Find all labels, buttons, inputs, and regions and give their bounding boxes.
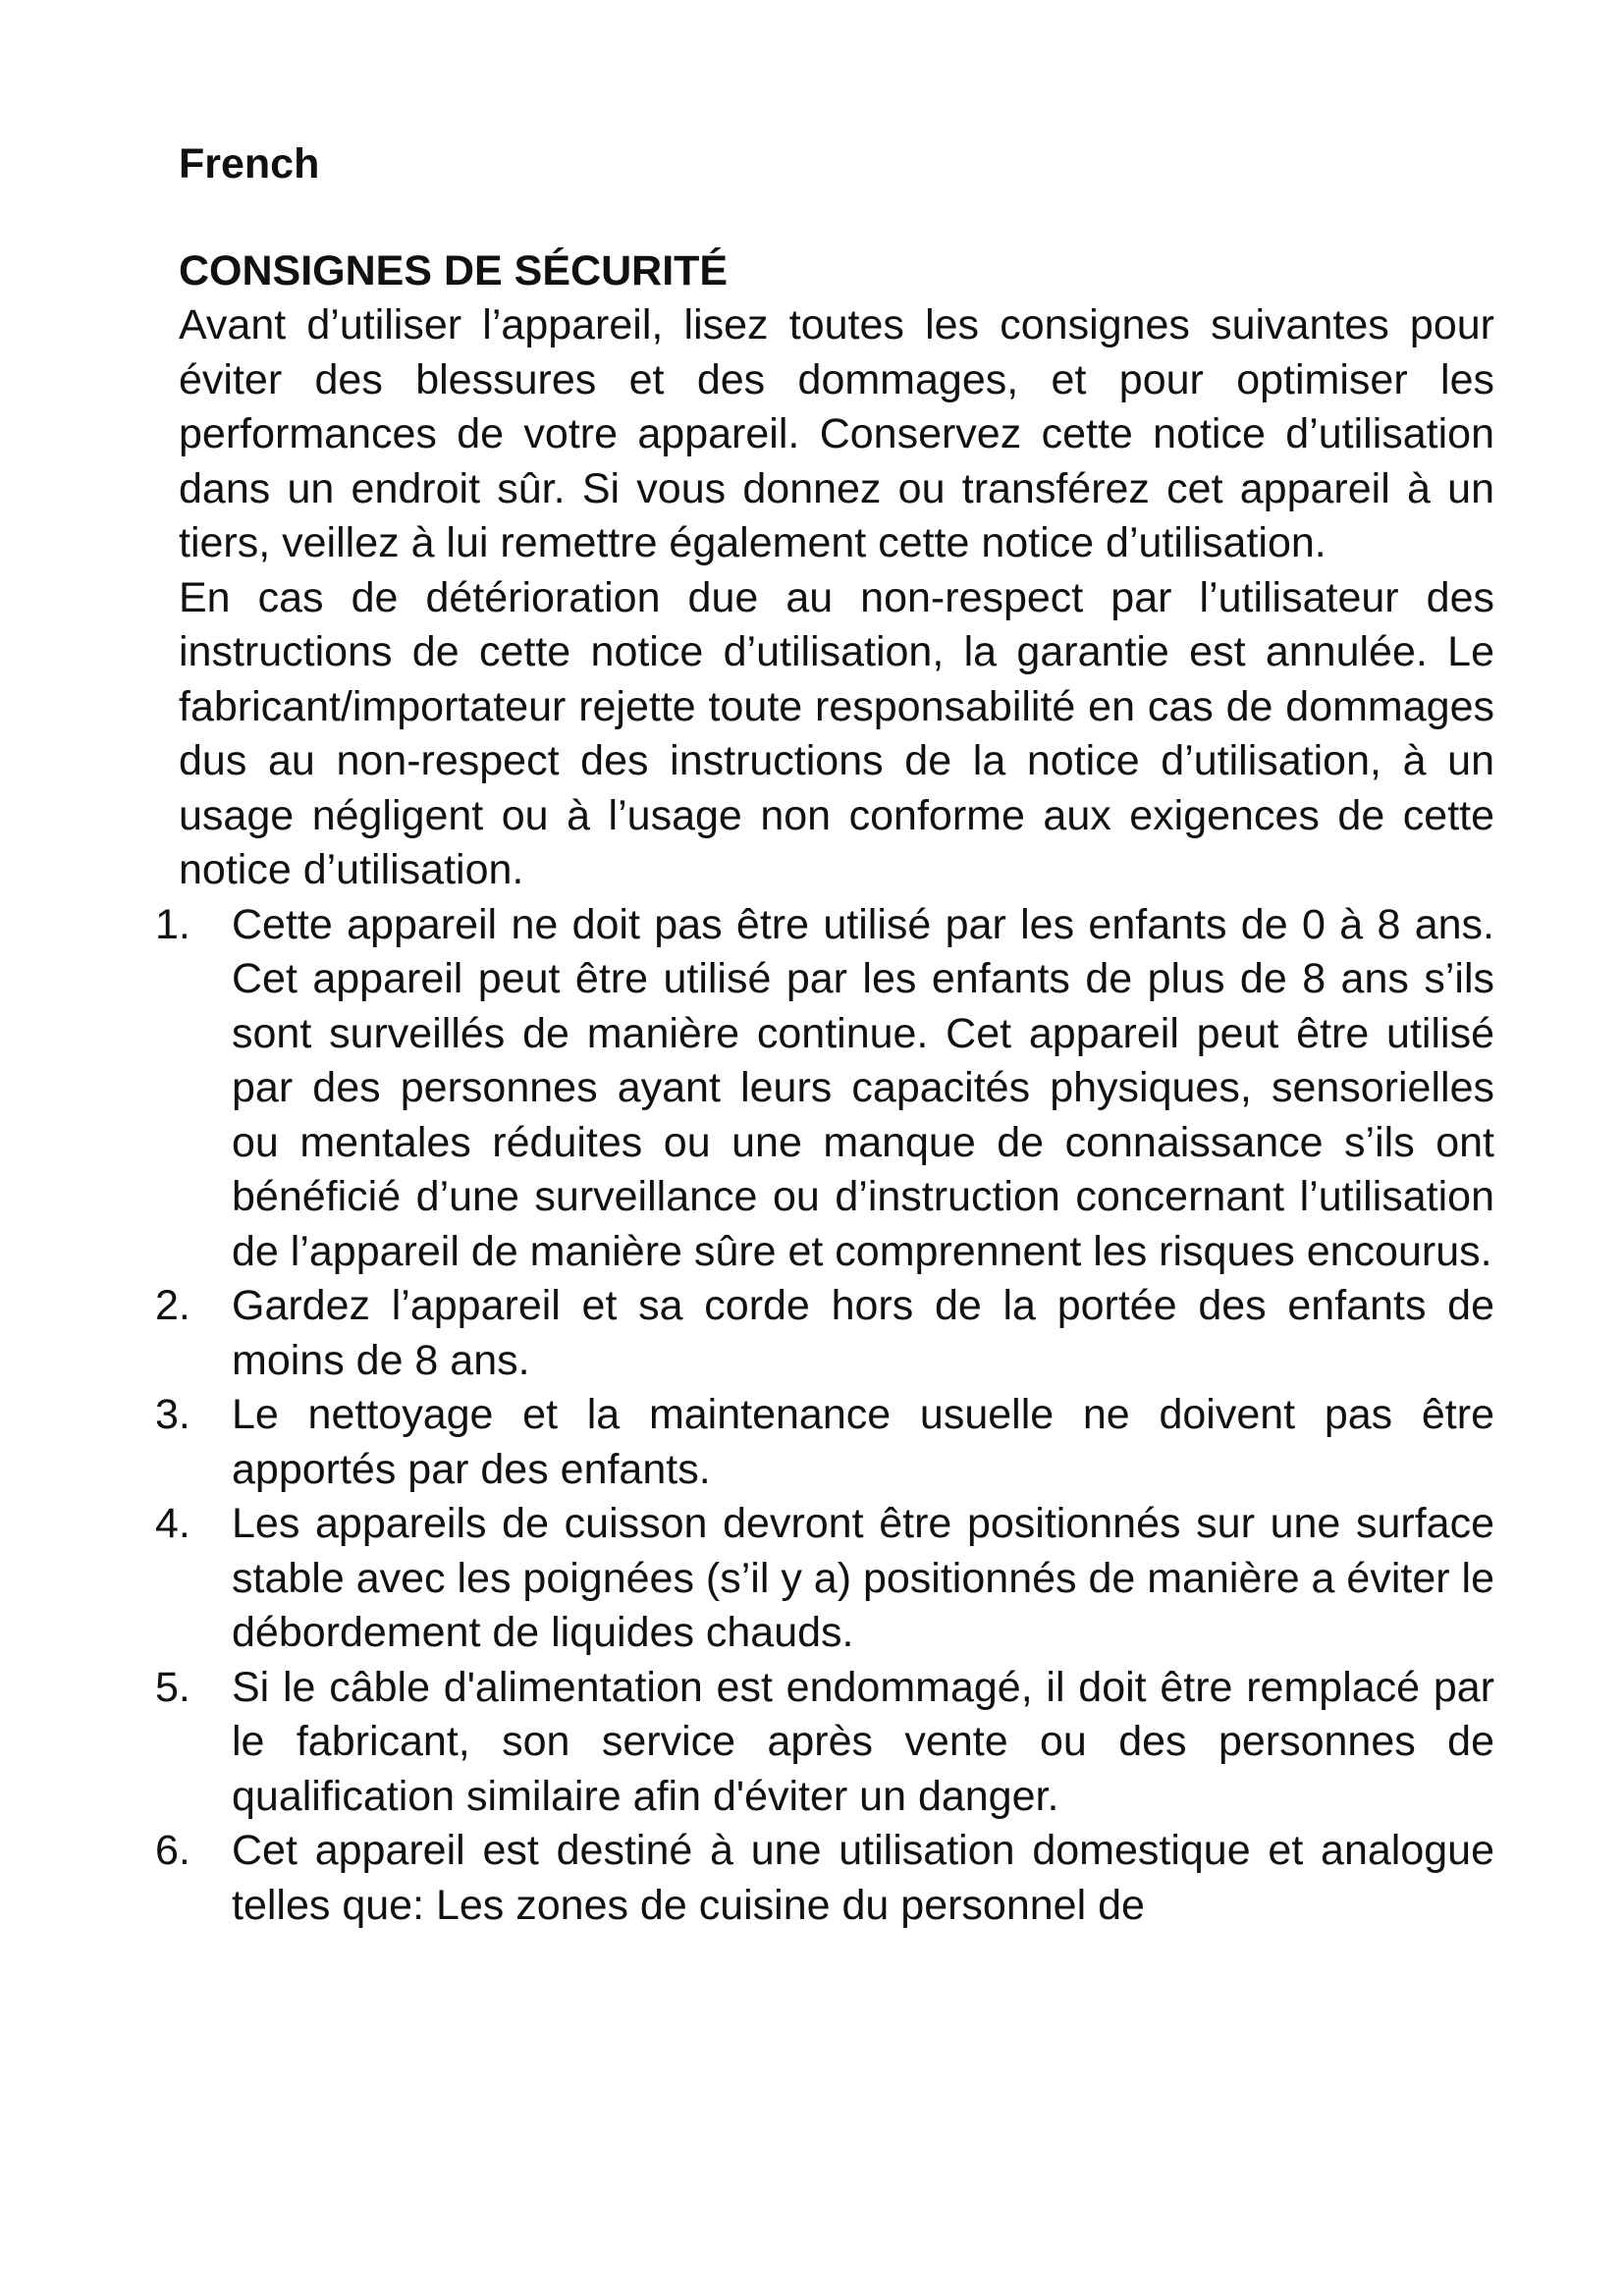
list-item <box>155 898 1494 1280</box>
list-item-text: Cette appareil ne doit pas être utilisé par les enfants de 0 à 8 ans. Cet appareil peut être utilisé par les enfants de plus de 8 ans s’ils sont surveillés de manière continue. Cet appareil peut être utilisé par des personnes ayant leurs capacités physiques, sensorielles ou mentales réduites ou une manque de connaissance s’ils ont bénéficié d’une surveillance ou d’instruction concernant l’utilisation de l’appareil de manière sûre et comprennent les risques encourus. <box>232 900 1494 1275</box>
safety-rules-list <box>155 898 1494 1934</box>
intro-paragraph: Avant d’utiliser l’appareil, lisez toutes les consignes suivantes pour éviter des blessures et des dommages, et pour optimiser les performances de votre appareil. Conservez cette notice d’utilisation dans un endroit sûr. Si vous donnez ou transférez cet appareil à un tiers, veillez à lui remettre également cette notice d’utilisation. <box>179 301 1494 566</box>
document-page <box>155 137 1494 1933</box>
intro-text <box>179 298 1494 898</box>
list-item-text: Si le câble d'alimentation est endommagé, il doit être remplacé par le fabricant, son service après vente ou des personnes de qualification similaire afin d'éviter un danger. <box>232 1663 1494 1820</box>
list-item <box>155 1497 1494 1661</box>
list-item-number: 4. <box>155 1500 190 1547</box>
list-item <box>155 1279 1494 1388</box>
list-item-text: Le nettoyage et la maintenance usuelle ne doivent pas être apportés par des enfants. <box>232 1391 1494 1493</box>
list-item-number: 2. <box>155 1282 190 1329</box>
list-item <box>155 1824 1494 1933</box>
section-title: CONSIGNES DE SÉCURITÉ <box>179 247 729 294</box>
list-item-number: 1. <box>155 900 190 948</box>
list-item-number: 5. <box>155 1663 190 1711</box>
list-item-number: 3. <box>155 1391 190 1438</box>
list-item <box>155 1661 1494 1825</box>
list-item-number: 6. <box>155 1827 190 1874</box>
list-item-text: Gardez l’appareil et sa corde hors de la portée des enfants de moins de 8 ans. <box>232 1282 1494 1384</box>
list-item <box>155 1388 1494 1497</box>
list-item-text: Les appareils de cuisson devront être positionnés sur une surface stable avec les poignées (s’il y a) positionnés de manière a éviter le débordement de liquides chauds. <box>232 1500 1494 1656</box>
list-item-text: Cet appareil est destiné à une utilisation domestique et analogue telles que: Les zones de cuisine du personnel de <box>232 1827 1494 1929</box>
language-label: French <box>179 140 320 187</box>
intro-paragraph: En cas de détérioration due au non-respect par l’utilisateur des instructions de cette notice d’utilisation, la garantie est annulée. Le fabricant/importateur rejette toute responsabilité en cas de dommages dus au non-respect des instructions de la notice d’utilisation, à un usage négligent ou à l’usage non conforme aux exigences de cette notice d’utilisation. <box>179 573 1494 893</box>
